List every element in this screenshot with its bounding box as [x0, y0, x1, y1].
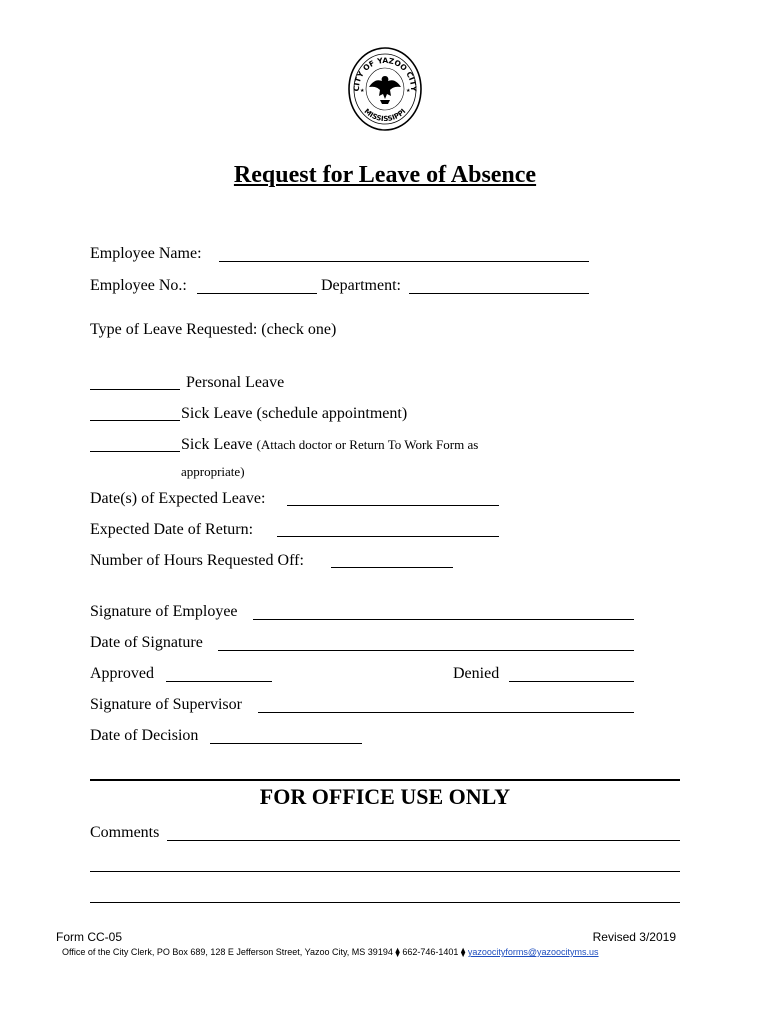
- seal-bottom-text: MISSISSIPPI: [362, 107, 408, 124]
- decision-date-field[interactable]: [210, 743, 362, 744]
- employee-name-field[interactable]: [219, 261, 589, 262]
- signature-date-field[interactable]: [218, 650, 634, 651]
- expected-return-label: Expected Date of Return:: [90, 521, 254, 538]
- sick-leave-doctor-option: [181, 435, 478, 455]
- footer-phone: 662-746-1401: [402, 947, 459, 957]
- employee-signature-label: Signature of Employee: [90, 603, 238, 620]
- form-id: Form CC-05: [56, 930, 123, 944]
- office-divider: [90, 779, 680, 781]
- department-label: Department:: [321, 277, 401, 294]
- sick-leave-doctor-note-cont: appropriate): [181, 464, 245, 479]
- footer-contact: [62, 947, 599, 958]
- leave-type-label: Type of Leave Requested: (check one): [90, 321, 337, 338]
- footer-address: Office of the City Clerk, PO Box 689, 128 E Jefferson Street, Yazoo City, MS 39194: [62, 947, 393, 957]
- office-use-heading: FOR OFFICE USE ONLY: [259, 784, 511, 809]
- city-seal: [347, 46, 423, 132]
- comments-label: Comments: [90, 824, 160, 841]
- sick-leave-appointment-checkbox[interactable]: [90, 420, 180, 421]
- seal-top-text: CITY OF YAZOO CITY: [351, 55, 419, 92]
- approved-field[interactable]: [166, 681, 272, 682]
- supervisor-signature-label: Signature of Supervisor: [90, 696, 242, 713]
- employee-signature-field[interactable]: [253, 619, 634, 620]
- personal-leave-checkbox[interactable]: [90, 389, 180, 390]
- decision-date-label: Date of Decision: [90, 727, 199, 744]
- expected-return-field[interactable]: [277, 536, 499, 537]
- expected-leave-field[interactable]: [287, 505, 499, 506]
- hours-requested-label: Number of Hours Requested Off:: [90, 552, 304, 569]
- supervisor-signature-field[interactable]: [258, 712, 634, 713]
- signature-date-label: Date of Signature: [90, 634, 203, 651]
- sick-leave-doctor-label: Sick Leave: [181, 436, 253, 453]
- employee-number-field[interactable]: [197, 293, 317, 294]
- employee-name-label: Employee Name:: [90, 245, 202, 262]
- hours-requested-field[interactable]: [331, 567, 453, 568]
- expected-leave-label: Date(s) of Expected Leave:: [90, 490, 266, 507]
- footer-email-link[interactable]: yazoocityforms@yazoocityms.us: [467, 947, 599, 957]
- svg-text:★: ★: [360, 89, 365, 94]
- denied-field[interactable]: [509, 681, 634, 682]
- sick-leave-appointment-label: Sick Leave (schedule appointment): [181, 405, 408, 422]
- comments-field-line-1[interactable]: [167, 840, 680, 841]
- svg-text:★: ★: [406, 89, 411, 94]
- comments-field-line-3[interactable]: [90, 902, 680, 903]
- personal-leave-label: Personal Leave: [186, 374, 285, 391]
- department-field[interactable]: [409, 293, 589, 294]
- eagle-icon: [369, 76, 401, 104]
- employee-number-label: Employee No.:: [90, 277, 187, 294]
- revised-date: Revised 3/2019: [592, 930, 676, 944]
- comments-field-line-2[interactable]: [90, 871, 680, 872]
- diamond-icon: ⧫: [460, 947, 466, 957]
- sick-leave-doctor-checkbox[interactable]: [90, 451, 180, 452]
- diamond-icon: ⧫: [395, 947, 400, 957]
- sick-leave-doctor-note: (Attach doctor or Return To Work Form as: [256, 437, 479, 452]
- denied-label: Denied: [453, 665, 500, 682]
- form-title: Request for Leave of Absence: [233, 162, 537, 188]
- approved-label: Approved: [90, 665, 154, 682]
